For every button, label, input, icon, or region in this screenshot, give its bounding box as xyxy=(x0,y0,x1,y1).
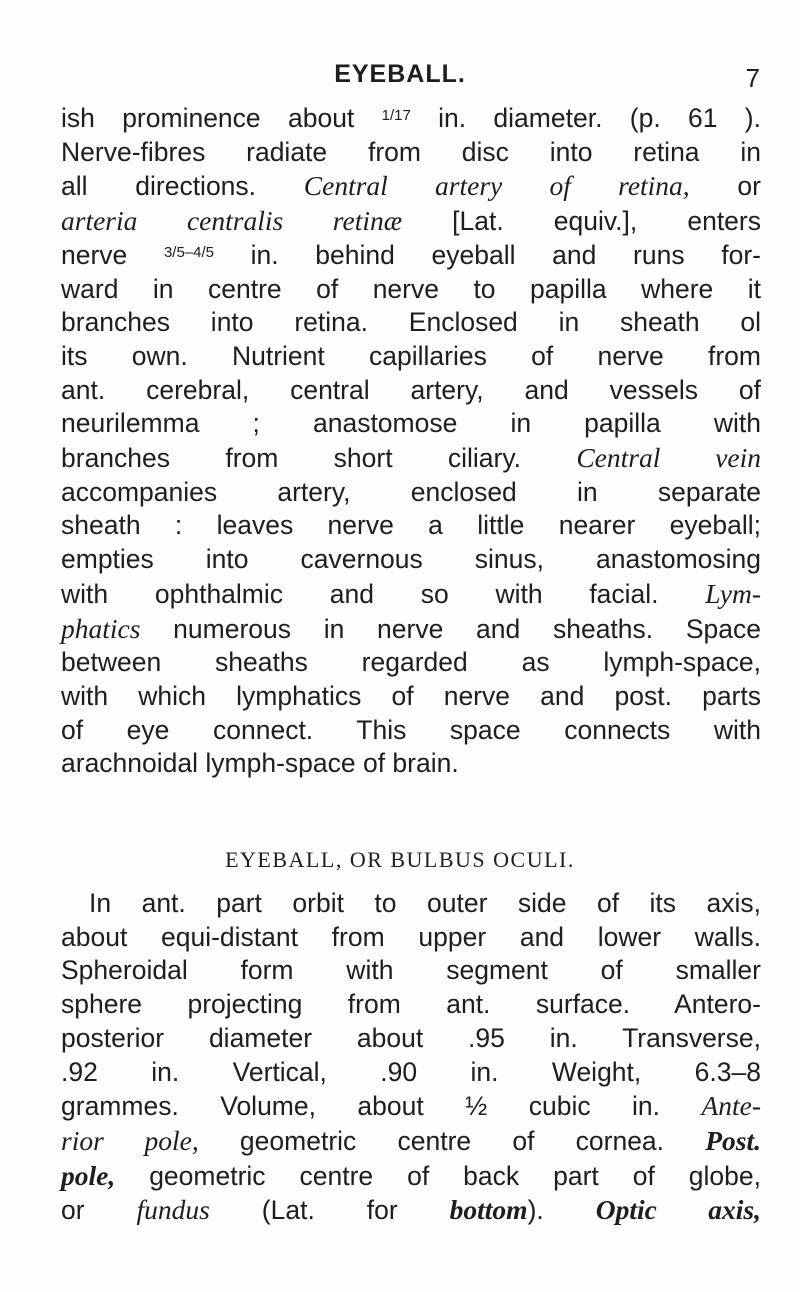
text-line: ant. cerebral, central artery, and vessels of xyxy=(61,374,761,405)
text-line: ward in centre of nerve to papilla where it xyxy=(61,273,761,304)
fraction: 3/5–4/5 xyxy=(163,243,214,261)
fraction: 1/17 xyxy=(381,107,411,124)
italic-term: Central vein xyxy=(576,442,761,474)
text-line: with which lymphatics of nerve and post. parts xyxy=(61,680,761,711)
italic-term: Ante- xyxy=(701,1090,761,1122)
italic-term: pole, xyxy=(61,1159,116,1191)
text-line: of eye connect. This space connects with xyxy=(61,714,761,745)
italic-term: phatics xyxy=(61,612,141,644)
text-line: sphere projecting from ant. surface. Antero- xyxy=(61,989,761,1020)
paragraph-eyeball xyxy=(61,887,761,1228)
text-line: nerve $^{3/5-4/5}$ in. behind eyeball and runs for- xyxy=(61,239,762,270)
running-head xyxy=(0,58,800,98)
text-line: Nerve-fibres radiate from disc into retina in xyxy=(61,136,761,167)
text-line: empties into cavernous sinus, anastomosing xyxy=(61,544,761,575)
paragraph-optic-nerve xyxy=(61,102,761,781)
italic-term: bottom xyxy=(449,1194,528,1226)
section-heading: EYEBALL, OR BULBUS OCULI. xyxy=(225,847,575,872)
text-line: its own. Nutrient capillaries of nerve from xyxy=(61,340,761,371)
fraction: ½ xyxy=(465,1091,488,1122)
text-line: branches from short ciliary. Central vein xyxy=(61,442,761,474)
italic-term: rior pole, xyxy=(61,1124,199,1156)
text-line: or fundus (Lat. for bottom). Optic axis, xyxy=(61,1194,761,1226)
text-line: accompanies artery, enclosed in separate xyxy=(61,476,761,507)
text-line: .92 in. Vertical, .90 in. Weight, 6.3–8 xyxy=(61,1056,761,1087)
text-line: phatics numerous in nerve and sheaths. Space xyxy=(61,612,761,644)
italic-term: Optic axis, xyxy=(595,1194,761,1226)
text-line: between sheaths regarded as lymph-space, xyxy=(61,647,761,678)
italic-term: fundus xyxy=(136,1194,210,1226)
text-line: about equi-distant from upper and lower walls. xyxy=(61,921,761,952)
page-title: EYEBALL. xyxy=(334,60,466,88)
text-line: Spheroidal form with segment of smaller xyxy=(61,955,761,986)
text-line: posterior diameter about .95 in. Transverse, xyxy=(61,1022,761,1053)
text-line: rior pole, geometric centre of cornea. Post. xyxy=(61,1124,761,1156)
text-line: all directions. Central artery of retina, or xyxy=(61,170,761,202)
text-line: branches into retina. Enclosed in sheath ol xyxy=(61,307,761,338)
text-line: pole, geometric centre of back part of globe, xyxy=(61,1159,761,1191)
text-line: sheath : leaves nerve a little nearer eyeball; xyxy=(61,510,761,541)
text-line: arachnoidal lymph-space of brain. xyxy=(61,748,459,779)
italic-term: arteria centralis retinæ xyxy=(61,205,403,237)
text-line: ish prominence about $^{1/17}$ in. diameter. (p. 61 ). xyxy=(61,103,761,133)
italic-term: Central artery of retina, xyxy=(303,170,690,202)
text-line: arteria centralis retinæ [Lat. equiv.], enters xyxy=(61,205,762,237)
text-line: neurilemma ; anastomose in papilla with xyxy=(61,408,761,439)
italic-term: Post. xyxy=(705,1124,761,1156)
text-line: with ophthalmic and so with facial. Lym- xyxy=(61,577,761,609)
italic-term: Lym- xyxy=(705,577,761,609)
text-line: grammes. Volume, about ½ cubic in. Ante- xyxy=(61,1090,761,1122)
text-line: In ant. part orbit to outer side of its axis, xyxy=(89,888,761,918)
page-number: 7 xyxy=(745,63,760,93)
